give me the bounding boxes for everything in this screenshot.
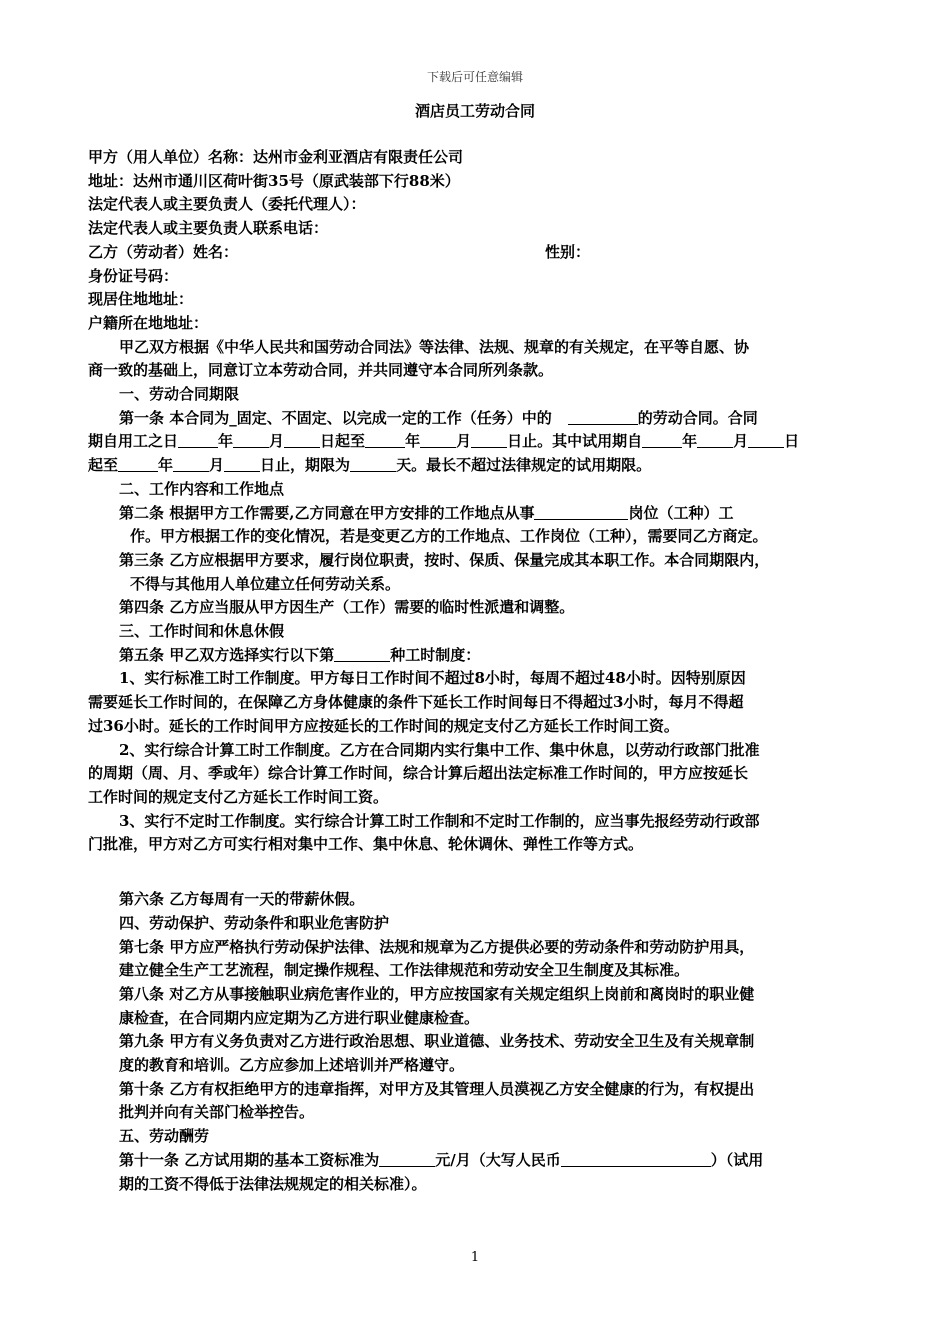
year-label: 年 [218,432,234,451]
party-b-residence: 现居住地地址： [88,290,194,309]
article-2-line-2: 作。甲方根据工作的变化情况，若是变更乙方的工作地点、工作岗位（工种），需要同乙方商定。 [130,527,768,546]
article-8-line-2: 康检查，在合同期内应定期为乙方进行职业健康检查。 [119,1008,480,1027]
work-hour-system-blank[interactable] [334,646,390,662]
probation-year-blank[interactable] [642,432,682,448]
year-label: 年 [405,432,421,451]
page-number: 1 [470,1250,480,1265]
article-11-text-c: ）（试用 [710,1150,764,1169]
item-3-line-2: 门批准，甲方对乙方可实行相对集中工作、集中休息、轮休调休、弹性工作等方式。 [88,835,644,854]
end-day-blank[interactable] [471,432,507,448]
probation-month-blank[interactable] [697,432,733,448]
month-label: 月 [733,432,749,451]
article-2-text-a: 第二条 根据甲方工作需要,乙方同意在甲方安排的工作地点从事 [119,503,535,522]
article-10-line-2: 批判并向有关部门检举控告。 [119,1103,315,1122]
party-a-name: 甲方（用人单位）名称：达州市金利亚酒店有限责任公司 [88,148,464,166]
contract-type-blank[interactable] [568,409,638,425]
article-11-text-a: 第十一条 乙方试用期的基本工资标准为 [119,1150,380,1169]
article-1-line-1 [88,407,843,431]
article-10-line-1: 第十条 乙方有权拒绝甲方的违章指挥，对甲方及其管理人员漠视乙方安全健康的行为，有权提出 [119,1079,755,1098]
probation-days-blank[interactable] [350,456,396,472]
item-3-line-1: 3、实行不定时工作制度。实行综合计算工时工作制和不定时工作制的，应当事先报经劳动行政部 [119,811,760,830]
party-b-gender-label: 性别： [545,242,591,261]
job-position-blank[interactable] [534,504,628,520]
month-label: 月 [269,432,285,451]
section-4-heading: 四、劳动保护、劳动条件和职业危害防护 [119,913,390,932]
item-2-line-3: 工作时间的规定支付乙方延长工作时间工资。 [88,787,389,806]
contract-body [88,146,843,1196]
header-note: 下载后可任意编辑 [426,70,523,84]
section-1-heading: 一、劳动合同期限 [119,385,240,404]
article-5 [88,644,843,668]
article-2-line-1 [88,502,843,526]
article-11-text-b: 元/月（大写人民币 [435,1150,561,1169]
article-1-text-a: 第一条 本合同为_固定、不固定、以完成一定的工作（任务）中的 [119,408,552,427]
item-2-line-2: 的周期（周、月、季或年）综合计算工作时间，综合计算后超出法定标准工作时间的，甲方应按延长 [88,764,749,783]
year-label: 年 [158,456,174,475]
article-11-line-2: 期的工资不得低于法律法规规定的相关标准）。 [119,1174,427,1193]
preamble-line-2: 商一致的基础上，同意订立本劳动合同，并共同遵守本合同所列条款。 [88,361,554,380]
probation-until-label: 起至 [88,456,119,475]
article-5-text-a: 第五条 甲乙双方选择实行以下第 [119,645,335,664]
probation-day-blank[interactable] [748,432,784,448]
end-year-blank[interactable] [365,432,405,448]
until-label: 日起至 [320,432,366,451]
article-7-line-2: 建立健全生产工艺流程，制定操作规程、工作法律规范和劳动安全卫生制度及其标准。 [119,961,690,980]
wage-in-words-blank[interactable] [561,1151,711,1167]
article-6: 第六条 乙方每周有一天的带薪休假。 [119,890,365,909]
start-label: 期自用工之日 [88,432,179,451]
article-7-line-1: 第七条 甲方应严格执行劳动保护法律、法规和规章为乙方提供必要的劳动条件和劳动防护用具， [119,937,755,956]
section-3-heading: 三、工作时间和休息休假 [119,622,285,641]
party-b-household: 户籍所在地地址： [88,313,209,332]
item-1-line-1: 1、实行标准工时工作制度。甲方每日工作时间不超过8小时，每周不超过48小时。因特别原因 [119,669,746,688]
article-8-line-1: 第八条 对乙方从事接触职业病危害作业的，甲方应按国家有关规定组织上岗前和离岗时的职业健 [119,984,755,1003]
article-1-tail: 天。最长不超过法律规定的试用期限。 [396,456,652,475]
article-2-text-b: 岗位（工种）工 [628,503,734,522]
probation-end-month-blank[interactable] [173,456,209,472]
period-label: 日止，期限为 [260,456,351,475]
item-1-line-2: 需要延长工作时间的，在保障乙方身体健康的条件下延长工作时间每日不得超过3小时，每月不得超 [88,693,744,712]
start-day-blank[interactable] [284,432,320,448]
probation-end-day-blank[interactable] [224,456,260,472]
start-year-blank[interactable] [178,432,218,448]
party-a-address: 地址：达州市通川区荷叶街35号（原武装部下行88米） [88,171,460,190]
party-b-name-row [88,241,843,265]
article-3-line-1: 第三条 乙方应根据甲方要求，履行岗位职责，按时、保质、保量完成其本职工作。本合同期限内， [119,550,770,569]
party-b-name-label: 乙方（劳动者）姓名： [88,242,239,261]
probation-wage-blank[interactable] [379,1151,435,1167]
item-1-line-3: 过36小时。延长的工作时间甲方应按延长的工作时间的规定支付乙方延长工作时间工资。 [88,716,679,735]
end-month-blank[interactable] [420,432,456,448]
party-a-representative: 法定代表人或主要负责人（委托代理人）： [88,195,366,214]
probation-end-year-blank[interactable] [118,456,158,472]
section-5-heading: 五、劳动酬劳 [119,1127,210,1146]
blank-spacer [88,857,843,888]
article-3-line-2: 不得与其他用人单位建立任何劳动关系。 [130,574,401,593]
year-label: 年 [682,432,698,451]
article-9-line-1: 第九条 甲方有义务负责对乙方进行政治思想、职业道德、业务技术、劳动安全卫生及有关规章制 [119,1032,755,1051]
month-label: 月 [456,432,472,451]
day-label: 日 [784,432,800,451]
item-2-line-1: 2、实行综合计算工时工作制度。乙方在合同期内实行集中工作、集中休息，以劳动行政部门批准 [119,740,760,759]
article-1-text-b: 的劳动合同。合同 [637,408,758,427]
party-b-id: 身份证号码： [88,266,179,285]
contract-title: 酒店员工劳动合同 [414,102,535,120]
article-11-line-1 [88,1149,843,1173]
article-5-text-b: 种工时制度： [390,645,481,664]
probation-start-label: 日止。其中试用期自 [507,432,643,451]
month-label: 月 [209,456,225,475]
preamble-line-1: 甲乙双方根据《中华人民共和国劳动合同法》等法律、法规、规章的有关规定，在平等自愿、协 [119,337,750,356]
start-month-blank[interactable] [233,432,269,448]
article-9-line-2: 度的教育和培训。乙方应参加上述培训并严格遵守。 [119,1056,465,1075]
article-4: 第四条 乙方应当服从甲方因生产（工作）需要的临时性派遣和调整。 [119,598,575,617]
article-1-line-3 [88,454,843,478]
article-1-line-2 [88,430,843,454]
party-a-phone: 法定代表人或主要负责人联系电话： [88,219,329,238]
section-2-heading: 二、工作内容和工作地点 [119,479,285,498]
